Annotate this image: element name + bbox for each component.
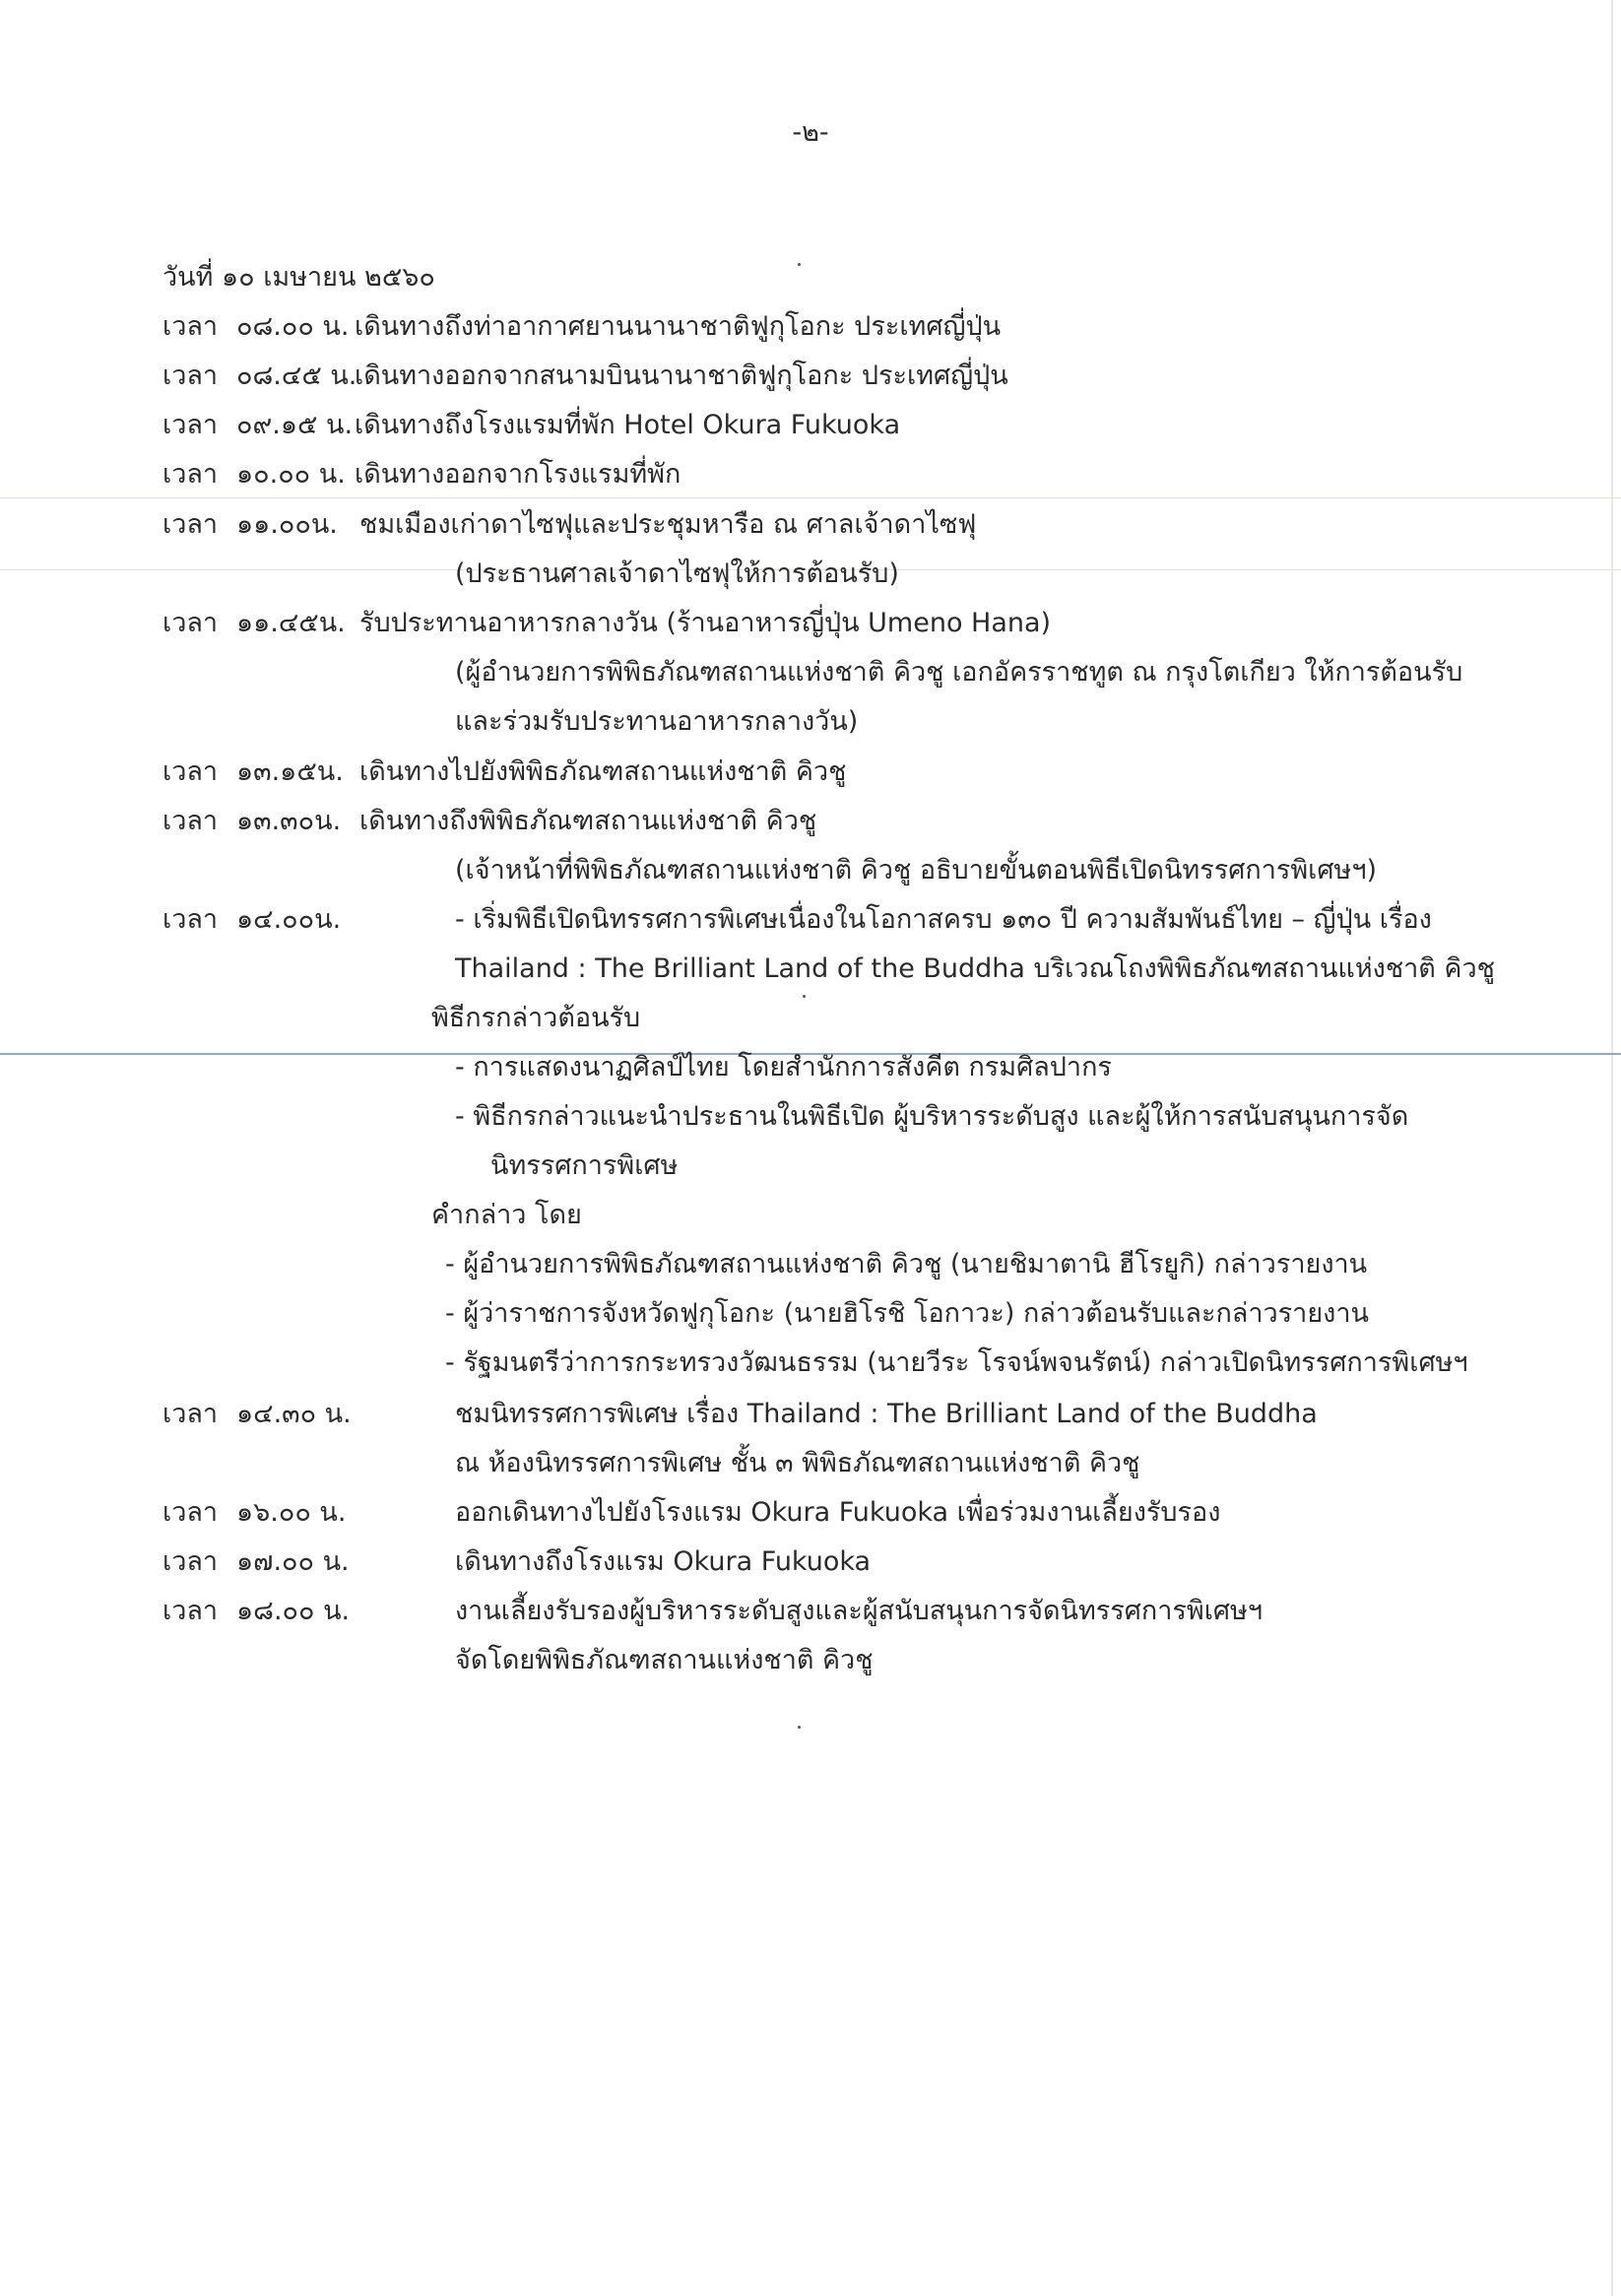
schedule-text: เดินทางถึงท่าอากาศยานนานาชาติฟูกุโอกะ ประเทศญี่ปุ่น bbox=[355, 311, 1002, 342]
schedule-bullet: - ผู้อำนวยการพิพิธภัณฑสถานแห่งชาติ คิวชู (นายชิมาตานิ ฮีโรยูกิ) กล่าวรายงาน bbox=[445, 1249, 1368, 1279]
schedule-bullet: - การแสดงนาฏศิลป์ไทย โดยสำนักการสังคีต กรมศิลปากร bbox=[455, 1052, 1112, 1082]
time-label: เวลา bbox=[162, 361, 219, 391]
time-label: เวลา bbox=[162, 459, 219, 490]
time-value: ๑๔.๐๐น. bbox=[236, 904, 342, 935]
time-label: เวลา bbox=[162, 1497, 219, 1528]
schedule-text: รับประทานอาหารกลางวัน (ร้านอาหารญี่ปุ่น Umeno Hana) bbox=[359, 608, 1052, 638]
time-label: เวลา bbox=[162, 1596, 219, 1626]
schedule-text: - เริ่มพิธีเปิดนิทรรศการพิเศษเนื่องในโอกาสครบ ๑๓๐ ปี ความสัมพันธ์ไทย – ญี่ปุ่น เรื่อง bbox=[455, 904, 1432, 935]
schedule-bullet: - รัฐมนตรีว่าการกระทรวงวัฒนธรรม (นายวีระ โรจน์พจนรัตน์) กล่าวเปิดนิทรรศการพิเศษฯ bbox=[445, 1347, 1468, 1378]
schedule-text: เดินทางถึงพิพิธภัณฑสถานแห่งชาติ คิวชู bbox=[359, 806, 817, 836]
schedule-note: และร่วมรับประทานอาหารกลางวัน) bbox=[455, 706, 859, 737]
scan-speck bbox=[803, 995, 806, 998]
time-label: เวลา bbox=[162, 1399, 219, 1429]
date-heading: วันที่ ๑๐ เมษายน ๒๕๖๐ bbox=[162, 262, 435, 293]
time-value: ๑๔.๓๐ น. bbox=[236, 1399, 352, 1429]
schedule-text: เดินทางถึงโรงแรม Okura Fukuoka bbox=[455, 1546, 872, 1577]
schedule-text: ชมเมืองเก่าดาไซฟุและประชุมหารือ ณ ศาลเจ้าดาไซฟุ bbox=[359, 509, 977, 540]
time-value: ๑๐.๐๐ น. bbox=[236, 459, 346, 490]
schedule-note: ณ ห้องนิทรรศการพิเศษ ชั้น ๓ พิพิธภัณฑสถานแห่งชาติ คิวชู bbox=[455, 1448, 1140, 1478]
time-value: ๑๘.๐๐ น. bbox=[236, 1596, 351, 1626]
schedule-subheading: พิธีกรกล่าวต้อนรับ bbox=[431, 1003, 641, 1033]
schedule-text: เดินทางถึงโรงแรมที่พัก Hotel Okura Fukuoka bbox=[355, 410, 901, 440]
schedule-note: Thailand : The Brilliant Land of the Buddha บริเวณโถงพิพิธภัณฑสถานแห่งชาติ คิวชู bbox=[455, 953, 1495, 984]
scan-speck bbox=[798, 263, 801, 266]
schedule-note: จัดโดยพิพิธภัณฑสถานแห่งชาติ คิวชู bbox=[455, 1645, 874, 1675]
scan-speck bbox=[798, 1726, 801, 1729]
schedule-note: (เจ้าหน้าที่พิพิธภัณฑสถานแห่งชาติ คิวชู อธิบายขั้นตอนพิธีเปิดนิทรรศการพิเศษฯ) bbox=[455, 855, 1378, 886]
time-value: ๑๑.๔๕น. bbox=[236, 608, 346, 638]
page-edge bbox=[1611, 0, 1613, 2296]
time-label: เวลา bbox=[162, 311, 219, 342]
time-value: ๑๓.๑๕น. bbox=[236, 756, 344, 787]
time-label: เวลา bbox=[162, 1546, 219, 1577]
time-label: เวลา bbox=[162, 608, 219, 638]
time-label: เวลา bbox=[162, 756, 219, 787]
schedule-bullet: - พิธีกรกล่าวแนะนำประธานในพิธีเปิด ผู้บริหารระดับสูง และผู้ให้การสนับสนุนการจัด bbox=[455, 1101, 1409, 1132]
time-label: เวลา bbox=[162, 410, 219, 440]
schedule-bullet: - ผู้ว่าราชการจังหวัดฟูกุโอกะ (นายฮิโรชิ โอกาวะ) กล่าวต้อนรับและกล่าวรายงาน bbox=[445, 1298, 1369, 1329]
time-value: ๑๑.๐๐น. bbox=[236, 509, 338, 540]
schedule-text: เดินทางออกจากโรงแรมที่พัก bbox=[355, 459, 681, 490]
schedule-text: เดินทางไปยังพิพิธภัณฑสถานแห่งชาติ คิวชู bbox=[359, 756, 847, 787]
time-label: เวลา bbox=[162, 509, 219, 540]
time-value: ๑๓.๓๐น. bbox=[236, 806, 342, 836]
schedule-note: (ประธานศาลเจ้าดาไซฟุให้การต้อนรับ) bbox=[455, 558, 899, 589]
schedule-subheading: คำกล่าว โดย bbox=[431, 1200, 582, 1230]
scan-artifact bbox=[0, 497, 1621, 498]
time-label: เวลา bbox=[162, 806, 219, 836]
time-value: ๐๘.๔๕ น. bbox=[236, 361, 357, 391]
time-value: ๐๙.๑๕ น. bbox=[236, 410, 354, 440]
page-number: -๒- bbox=[792, 117, 829, 148]
schedule-bullet-cont: นิทรรศการพิเศษ bbox=[490, 1150, 679, 1181]
schedule-note: (ผู้อำนวยการพิพิธภัณฑสถานแห่งชาติ คิวชู เอกอัครราชทูต ณ กรุงโตเกียว ให้การต้อนรับ bbox=[455, 657, 1463, 688]
time-value: ๑๖.๐๐ น. bbox=[236, 1497, 347, 1528]
time-value: ๐๘.๐๐ น. bbox=[236, 311, 350, 342]
schedule-text: งานเลี้ยงรับรองผู้บริหารระดับสูงและผู้สนับสนุนการจัดนิทรรศการพิเศษฯ bbox=[455, 1596, 1264, 1626]
schedule-text: ชมนิทรรศการพิเศษ เรื่อง Thailand : The Brilliant Land of the Buddha bbox=[455, 1399, 1318, 1429]
time-label: เวลา bbox=[162, 904, 219, 935]
schedule-text: เดินทางออกจากสนามบินนานาชาติฟูกุโอกะ ประเทศญี่ปุ่น bbox=[355, 361, 1008, 391]
time-value: ๑๗.๐๐ น. bbox=[236, 1546, 350, 1577]
schedule-text: ออกเดินทางไปยังโรงแรม Okura Fukuoka เพื่อร่วมงานเลี้ยงรับรอง bbox=[455, 1497, 1221, 1528]
